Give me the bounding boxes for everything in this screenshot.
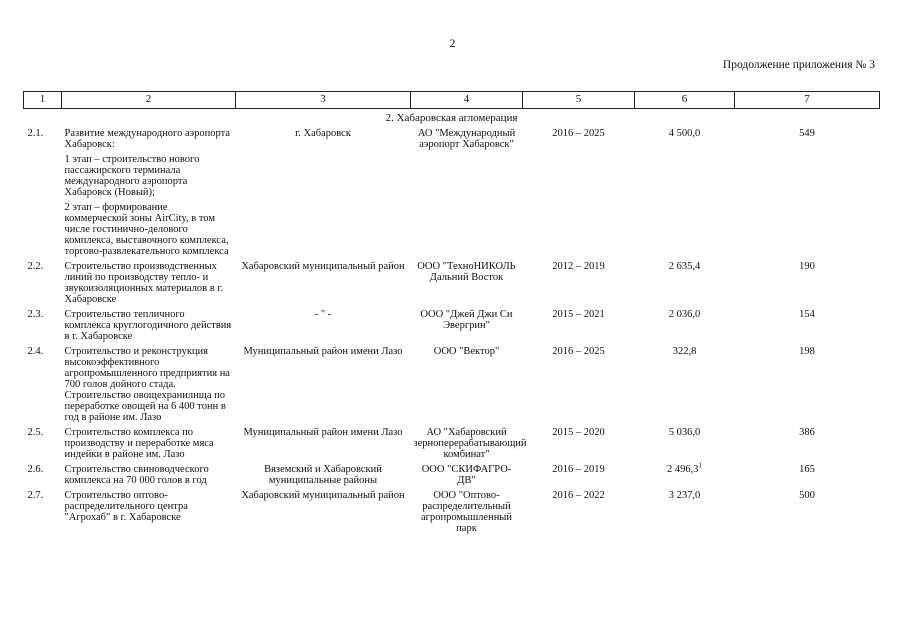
projects-table	[23, 91, 880, 538]
project-name	[62, 261, 236, 309]
column-header: 6	[635, 92, 735, 109]
project-name	[62, 346, 236, 427]
project-jobs: 386	[799, 426, 815, 438]
section-heading-row	[24, 109, 880, 128]
project-amount	[635, 461, 735, 490]
project-jobs: 154	[799, 308, 815, 320]
project-location: Вяземский и Хабаровский муниципальные районы	[264, 463, 382, 486]
table-row	[24, 346, 880, 427]
project-name-part: Строительство и реконструкция высокоэффективного агропромышленного предприятия на 700 голов дойного стада. Строительство овощехранилища по переработке овощей на 6 400 тонн в год в районе им. Лазо	[64, 345, 230, 423]
project-jobs: 190	[799, 260, 815, 272]
row-number: 2.2.	[27, 260, 44, 272]
project-amount: 3 237,0	[668, 490, 701, 502]
project-amount: 4 500,0	[668, 127, 701, 139]
project-jobs: 549	[799, 127, 815, 139]
project-name	[62, 128, 236, 261]
column-header: 1	[24, 92, 62, 109]
table-row	[24, 261, 880, 309]
project-amount: 5 036,0	[668, 426, 701, 438]
column-header: 2	[62, 92, 236, 109]
project-jobs: 165	[799, 463, 815, 475]
table-row	[24, 309, 880, 346]
project-period: 2016 – 2025	[552, 127, 605, 139]
column-header: 3	[236, 92, 411, 109]
column-header: 7	[735, 92, 880, 109]
project-period: 2012 – 2019	[552, 260, 605, 272]
section-title: 2. Хабаровская агломерация	[385, 112, 518, 124]
row-number: 2.3.	[27, 308, 44, 320]
row-number: 2.4.	[27, 345, 44, 357]
footnote-mark: 1	[698, 461, 702, 470]
project-period: 2016 – 2019	[552, 463, 605, 475]
row-number: 2.1.	[27, 127, 44, 139]
project-company: АО "Хабаровский зерноперерабатывающий комбинат"	[413, 426, 527, 460]
project-period: 2016 – 2025	[552, 345, 605, 357]
amount-value: 2 496,3	[667, 463, 699, 475]
table-row	[24, 464, 880, 490]
project-name-part: Строительство комплекса по производству и переработке мяса индейки в районе им. Лазо	[64, 426, 214, 460]
project-name-part: 1 этап – строительство нового пассажирского терминала международного аэропорта Хабаровск (Новый);	[64, 153, 200, 198]
project-name	[62, 464, 236, 490]
project-location: Хабаровский муниципальный район	[241, 260, 405, 272]
column-header: 5	[523, 92, 635, 109]
project-jobs: 198	[799, 345, 815, 357]
row-number: 2.5.	[27, 426, 44, 438]
appendix-continuation-label: Продолжение приложения № 3	[722, 59, 875, 71]
row-number: 2.7.	[27, 490, 44, 502]
column-header: 4	[411, 92, 523, 109]
project-period: 2015 – 2020	[552, 426, 605, 438]
project-company: ООО "Вектор"	[433, 345, 500, 357]
table-row	[24, 128, 880, 261]
project-name	[62, 490, 236, 538]
project-name-part: 2 этап – формирование коммерческой зоны AirCity, в том числе гостинично-делового комплекса, выставочного комплекса, торгово-развлекательного комплекса	[64, 201, 229, 257]
table-row	[24, 427, 880, 464]
table-row	[24, 490, 880, 538]
project-company: ООО "Джей Джи Си Эвергрин"	[420, 308, 513, 331]
project-name	[62, 427, 236, 464]
project-name	[62, 309, 236, 346]
project-location: г. Хабаровск	[295, 127, 351, 139]
project-amount: 322,8	[672, 345, 697, 357]
project-amount: 2 635,4	[668, 260, 701, 272]
row-number: 2.6.	[27, 463, 44, 475]
project-name-part: Развитие международного аэропорта Хабаровск:	[64, 127, 231, 150]
project-company: ООО "Оптово-распределительный агропромышленный парк	[421, 490, 512, 535]
project-company: АО "Международный аэропорт Хабаровск"	[417, 127, 516, 150]
project-amount: 2 036,0	[668, 308, 701, 320]
project-name-part: Строительство производственных линий по производству тепло- и звукоизоляционных материалов в г. Хабаровске	[64, 260, 224, 305]
project-company: ООО "СКИФАГРО-ДВ"	[421, 463, 512, 486]
project-location: - " -	[314, 308, 332, 320]
project-jobs: 500	[799, 490, 815, 502]
column-number-header-row	[24, 92, 880, 109]
project-name-part: Строительство свиноводческого комплекса на 70 000 голов в год	[64, 463, 209, 486]
project-name-part: Строительство тепличного комплекса круглогодичного действия в г. Хабаровске	[64, 308, 232, 342]
project-period: 2015 – 2021	[552, 308, 605, 320]
page-number: 2	[449, 38, 456, 50]
project-location: Муниципальный район имени Лазо	[243, 345, 403, 357]
project-location: Хабаровский муниципальный район	[241, 490, 405, 502]
project-name-part: Строительство оптово-распределительного центра "Агрохаб" в г. Хабаровске	[64, 490, 188, 524]
project-location: Муниципальный район имени Лазо	[243, 426, 403, 438]
project-company: ООО "ТехноНИКОЛЬ Дальний Восток	[417, 260, 516, 283]
project-period: 2016 – 2022	[552, 490, 605, 502]
